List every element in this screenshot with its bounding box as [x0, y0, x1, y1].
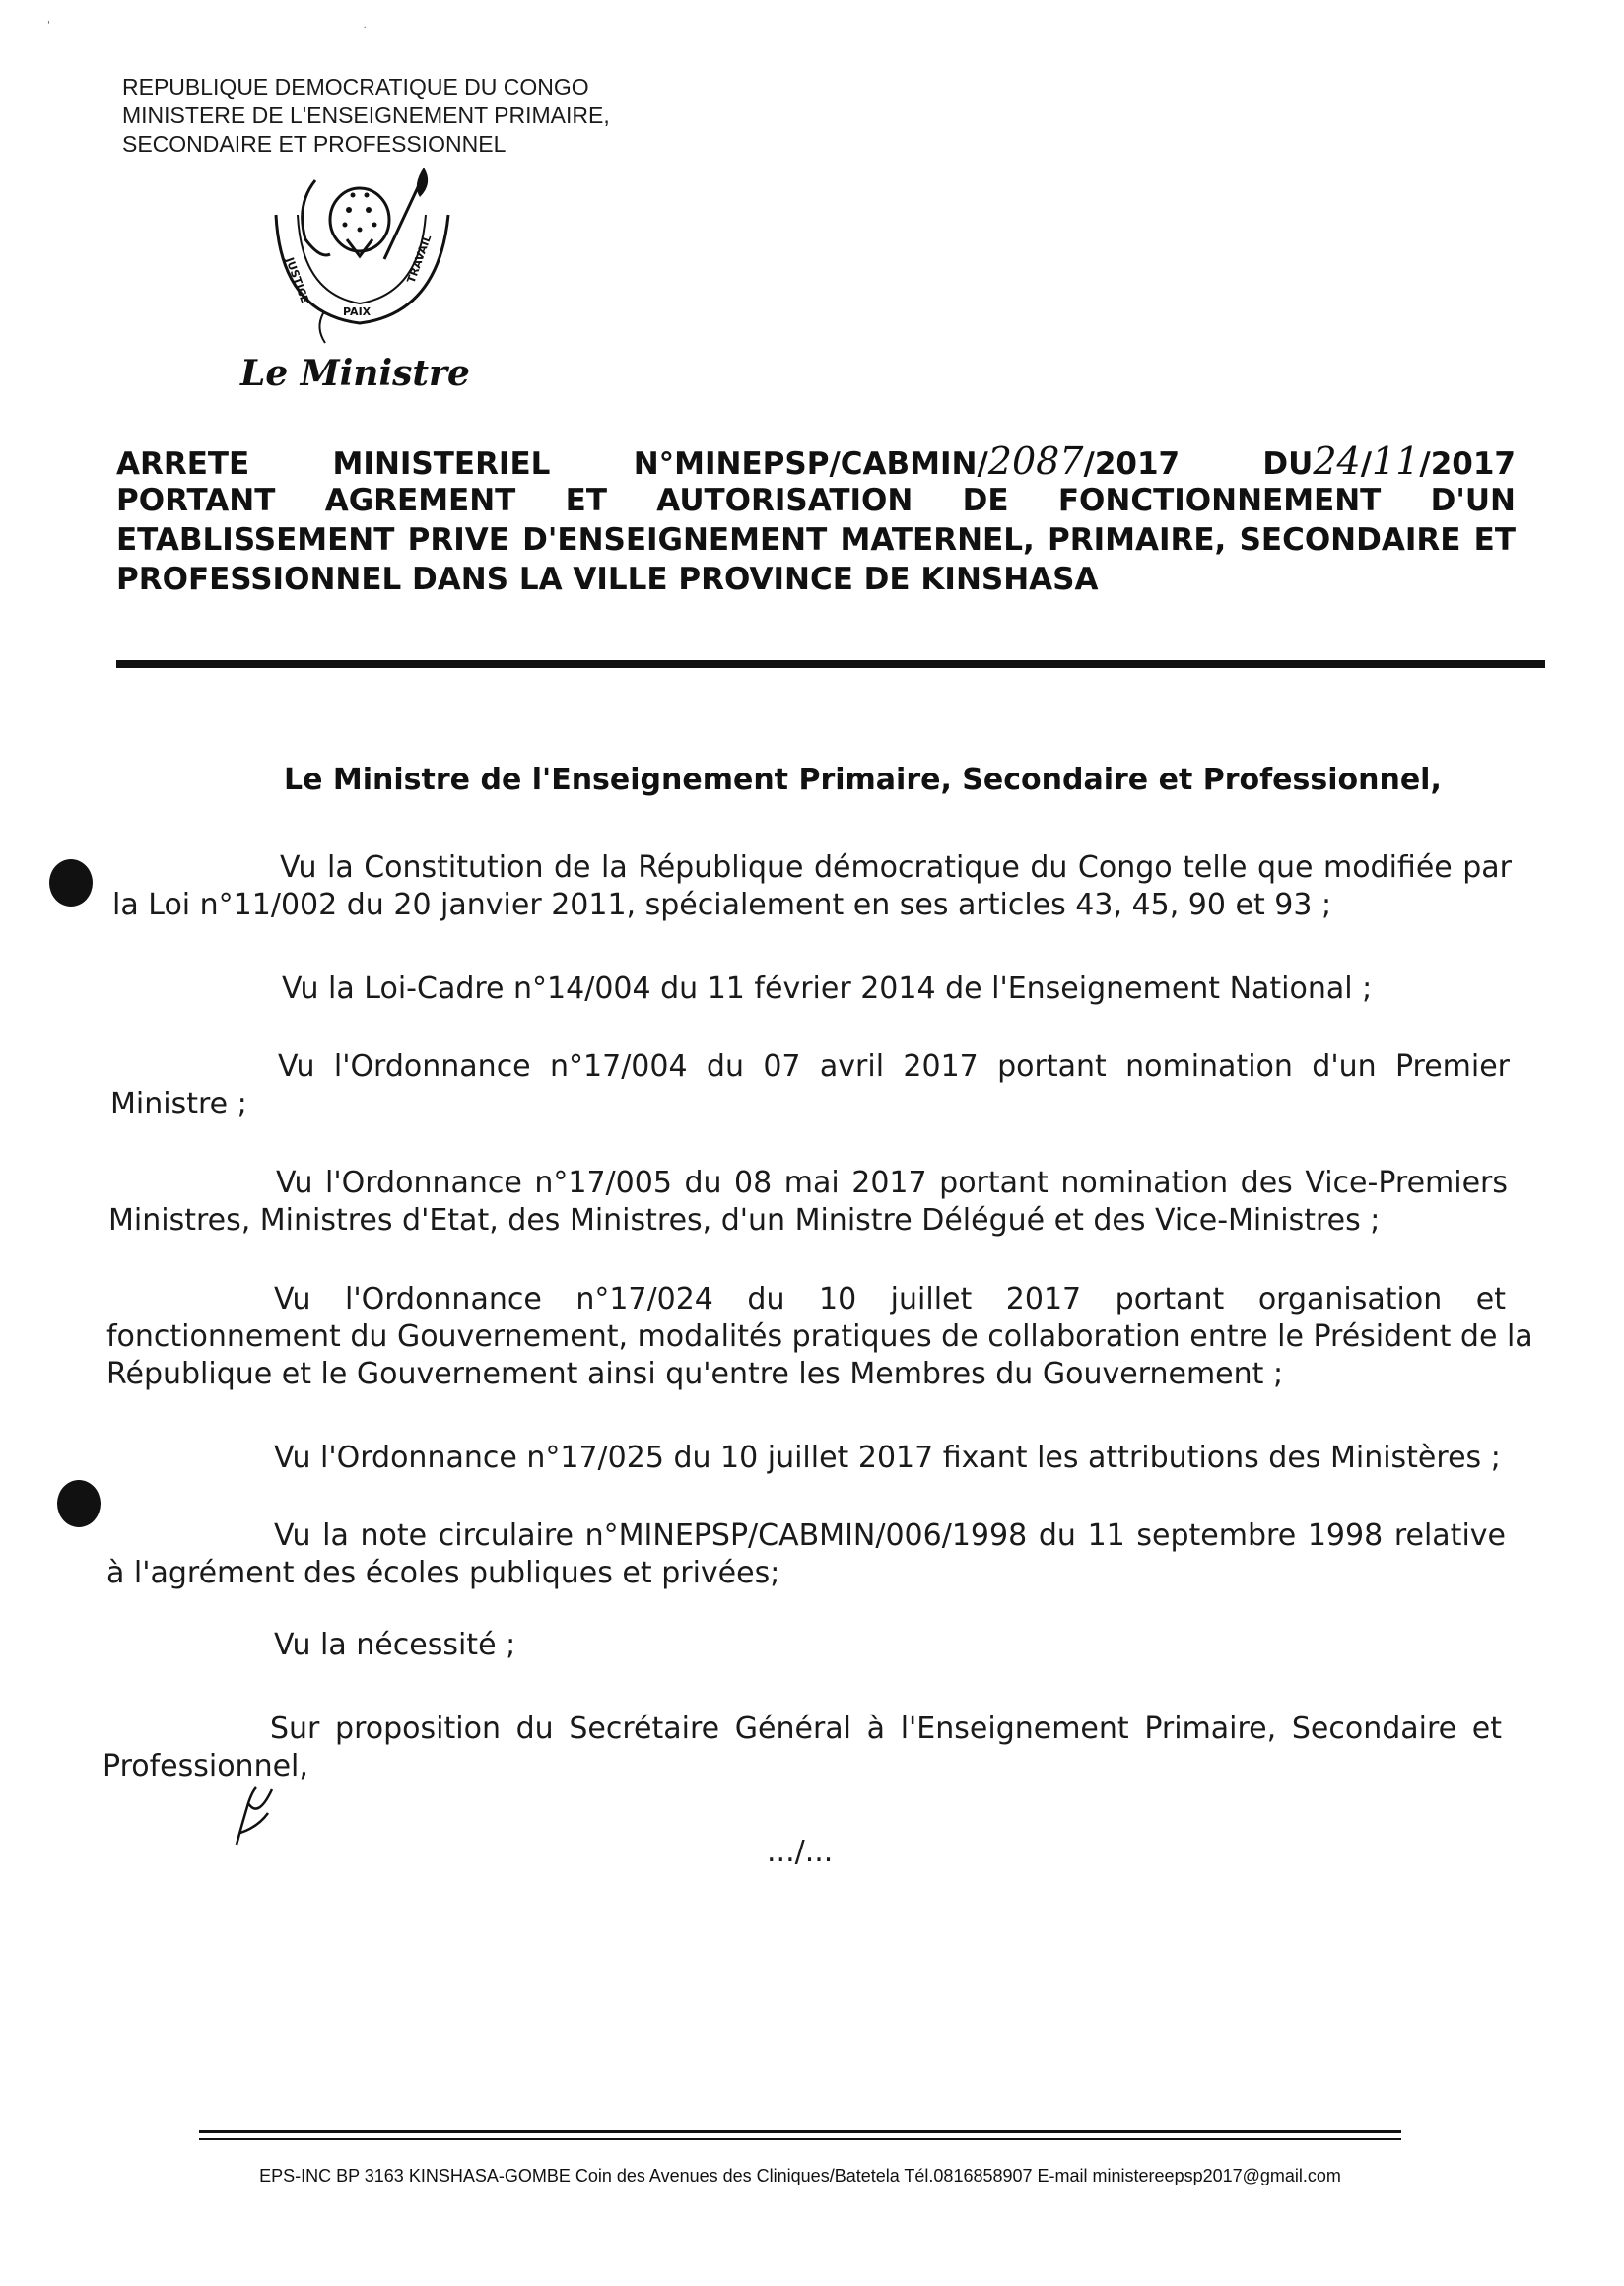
title-line-2: PORTANT AGREMENT ET AUTORISATION DE FONCTIONNEMENT D'UN: [116, 483, 1516, 518]
recital-ordonnance-004: [110, 1048, 1510, 1123]
footer-divider-thin: [199, 2138, 1401, 2140]
letterhead-country: REPUBLIQUE DEMOCRATIQUE DU CONGO: [122, 74, 589, 100]
recital-line: Sur proposition du Secrétaire Général à l'Enseignement Primaire, Secondaire et: [270, 1712, 1502, 1746]
recital-line: Vu l'Ordonnance n°17/005 du 08 mai 2017 portant nomination des Vice-Premiers: [276, 1166, 1508, 1200]
decree-number-line: [116, 441, 1516, 481]
handwritten-decree-number: 2087: [987, 439, 1084, 483]
handwritten-day: 24: [1313, 439, 1361, 483]
decree-title: [116, 441, 1516, 599]
recital-line: la Loi n°11/002 du 20 janvier 2011, spécialement en ses articles 43, 45, 90 et 93 ;: [112, 888, 1332, 922]
paraph-signature-icon: [229, 1783, 288, 1852]
recital-ordonnance-024: [106, 1281, 1533, 1393]
footer-divider: [199, 2130, 1401, 2133]
signatory-title: Le Ministre: [240, 353, 470, 394]
letterhead: [122, 73, 610, 159]
motto-justice: JUSTICE: [283, 255, 311, 305]
recital-line: Vu la note circulaire n°MINEPSP/CABMIN/006/1998 du 11 septembre 1998 relative: [274, 1518, 1506, 1553]
decree-year: /2017: [1419, 446, 1516, 482]
recital-necessite: Vu la nécessité ;: [274, 1628, 516, 1662]
title-divider: [116, 660, 1545, 668]
recital-proposition: [102, 1711, 1502, 1785]
handwritten-month: 11: [1372, 439, 1420, 483]
decree-year-du: /2017 DU: [1083, 446, 1314, 482]
page-continuation: .../...: [767, 1835, 834, 1869]
date-separator: /: [1360, 446, 1373, 482]
recital-constitution: [112, 849, 1512, 924]
recital-line: fonctionnement du Gouvernement, modalités pratiques de collaboration entre le Président de la: [106, 1319, 1533, 1354]
motto-travail: TRAVAIL: [404, 233, 435, 286]
recital-line: République et le Gouvernement ainsi qu'entre les Membres du Gouvernement ;: [106, 1357, 1284, 1391]
scan-speck: ' .: [47, 20, 367, 31]
decree-ref-prefix: ARRETE MINISTERIEL N°MINEPSP/CABMIN/: [116, 446, 988, 482]
motto-paix: PAIX: [343, 305, 372, 318]
recital-line: Vu l'Ordonnance n°17/024 du 10 juillet 2017 portant organisation et: [274, 1282, 1506, 1316]
recital-line: Ministres, Ministres d'Etat, des Ministres, d'un Ministre Délégué et des Vice-Ministres ;: [108, 1203, 1381, 1238]
recital-line: Ministre ;: [110, 1087, 247, 1121]
recital-ordonnance-025: Vu l'Ordonnance n°17/025 du 10 juillet 2017 fixant les attributions des Ministères ;: [274, 1441, 1501, 1475]
recital-line: à l'agrément des écoles publiques et privées;: [106, 1556, 780, 1590]
recital-ordonnance-005: [108, 1165, 1508, 1240]
letterhead-ministry: MINISTERE DE L'ENSEIGNEMENT PRIMAIRE,: [122, 102, 610, 128]
title-line-4: PROFESSIONNEL DANS LA VILLE PROVINCE DE KINSHASA: [116, 562, 1099, 597]
punch-hole-icon: [49, 859, 93, 907]
recital-line: Professionnel,: [102, 1749, 308, 1783]
punch-hole-icon: [57, 1480, 101, 1527]
letterhead-ministry-cont: SECONDAIRE ET PROFESSIONNEL: [122, 131, 507, 157]
footer-address: EPS-INC BP 3163 KINSHASA-GOMBE Coin des Avenues des Cliniques/Batetela Tél.0816858907 E-mail ministereepsp2017@gmail.com: [259, 2166, 1341, 2185]
recital-note-circulaire: [106, 1517, 1506, 1592]
recital-loi-cadre: Vu la Loi-Cadre n°14/004 du 11 février 2014 de l'Enseignement National ;: [282, 972, 1373, 1006]
recital-line: Vu l'Ordonnance n°17/004 du 07 avril 2017 portant nomination d'un Premier: [278, 1049, 1510, 1084]
minister-heading: Le Ministre de l'Enseignement Primaire, Secondaire et Professionnel,: [284, 763, 1442, 797]
recital-line: Vu la Constitution de la République démocratique du Congo telle que modifiée par: [280, 850, 1512, 885]
coat-of-arms-icon: [237, 166, 483, 353]
title-line-3: ETABLISSEMENT PRIVE D'ENSEIGNEMENT MATERNEL, PRIMAIRE, SECONDAIRE ET: [116, 522, 1516, 558]
